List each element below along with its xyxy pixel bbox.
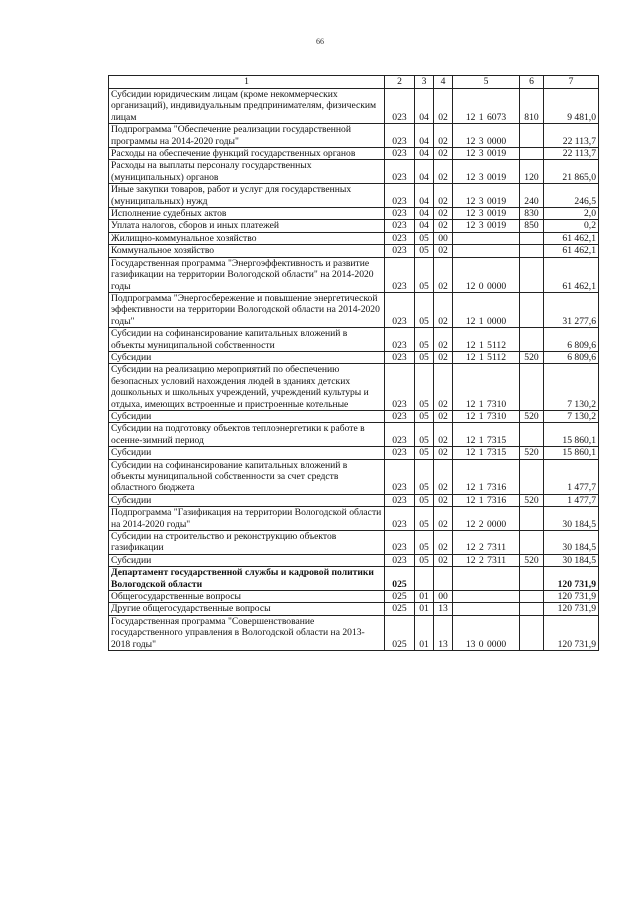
row-code-cell: 023 <box>385 423 415 447</box>
row-code-cell: 023 <box>385 208 415 220</box>
row-name-cell: Коммунальное хозяйство <box>109 245 385 257</box>
row-section-cell: 05 <box>415 423 434 447</box>
row-subsection-cell: 00 <box>434 591 453 603</box>
column-header: 2 <box>385 76 415 89</box>
table-row <box>109 507 599 531</box>
row-name-cell: Подпрограмма "Энергосбережение и повышение энергетической эффективности на территории Вологодской области на 2014-2020 годы" <box>109 292 385 327</box>
table-row <box>109 232 599 244</box>
row-name-cell: Расходы на выплаты персоналу государственных (муниципальных) органов <box>109 160 385 184</box>
row-amount-cell: 246,5 <box>544 184 599 208</box>
row-target-cell <box>453 232 520 244</box>
row-target-cell <box>453 567 520 591</box>
table-row <box>109 531 599 555</box>
row-subsection-cell: 02 <box>434 459 453 494</box>
row-target-cell: 12 2 7311 <box>453 554 520 566</box>
row-subsection-cell: 02 <box>434 554 453 566</box>
page-number: 66 <box>316 37 324 46</box>
row-name-cell: Общегосударственные вопросы <box>109 591 385 603</box>
row-amount-cell: 61 462,1 <box>544 232 599 244</box>
table-row <box>109 364 599 411</box>
budget-table <box>108 75 599 651</box>
row-name-cell: Субсидии <box>109 351 385 363</box>
row-target-cell <box>453 591 520 603</box>
row-name-cell: Субсидии на реализацию мероприятий по обеспечению безопасных условий нахождения людей в зданиях детских дошкольных и школьных учреждений, учреждений культуры и отдыха, имеющих встроенные и пристроенные котельные <box>109 364 385 411</box>
row-kind-cell <box>520 232 544 244</box>
row-kind-cell: 520 <box>520 447 544 459</box>
row-subsection-cell: 02 <box>434 531 453 555</box>
row-subsection-cell: 02 <box>434 328 453 352</box>
table-row <box>109 292 599 327</box>
table-row <box>109 184 599 208</box>
row-kind-cell <box>520 531 544 555</box>
row-name-cell: Департамент государственной службы и кадровой политики Вологодской области <box>109 567 385 591</box>
row-code-cell: 023 <box>385 507 415 531</box>
row-code-cell: 023 <box>385 351 415 363</box>
table-row <box>109 459 599 494</box>
row-kind-cell <box>520 292 544 327</box>
row-kind-cell <box>520 245 544 257</box>
table-row <box>109 423 599 447</box>
row-amount-cell: 9 481,0 <box>544 89 599 124</box>
row-kind-cell <box>520 507 544 531</box>
table-row <box>109 160 599 184</box>
row-amount-cell: 30 184,5 <box>544 554 599 566</box>
row-name-cell: Иные закупки товаров, работ и услуг для государственных (муниципальных) нужд <box>109 184 385 208</box>
row-code-cell: 023 <box>385 124 415 148</box>
row-kind-cell: 120 <box>520 160 544 184</box>
row-code-cell: 025 <box>385 603 415 615</box>
row-name-cell: Государственная программа "Совершенствование государственного управления в Вологодской области на 2013-2018 годы" <box>109 615 385 650</box>
row-code-cell: 023 <box>385 364 415 411</box>
row-code-cell: 023 <box>385 232 415 244</box>
row-code-cell: 023 <box>385 220 415 232</box>
row-code-cell: 025 <box>385 591 415 603</box>
row-subsection-cell: 02 <box>434 364 453 411</box>
table-row <box>109 245 599 257</box>
row-name-cell: Подпрограмма "Обеспечение реализации государственной программы на 2014-2020 годы" <box>109 124 385 148</box>
row-target-cell: 12 1 6073 <box>453 89 520 124</box>
row-section-cell: 04 <box>415 124 434 148</box>
row-target-cell: 12 1 7316 <box>453 459 520 494</box>
row-kind-cell <box>520 364 544 411</box>
row-kind-cell <box>520 328 544 352</box>
row-section-cell: 05 <box>415 292 434 327</box>
row-section-cell: 04 <box>415 160 434 184</box>
table-row <box>109 494 599 506</box>
table-row <box>109 554 599 566</box>
table-row <box>109 591 599 603</box>
row-subsection-cell: 02 <box>434 351 453 363</box>
row-amount-cell: 1 477,7 <box>544 459 599 494</box>
table-row <box>109 220 599 232</box>
row-amount-cell: 120 731,9 <box>544 603 599 615</box>
row-code-cell: 023 <box>385 148 415 160</box>
row-name-cell: Субсидии на софинансирование капитальных вложений в объекты муниципальной собственности за счет средств областного бюджета <box>109 459 385 494</box>
row-kind-cell <box>520 603 544 615</box>
row-subsection-cell: 02 <box>434 148 453 160</box>
row-target-cell: 12 1 5112 <box>453 328 520 352</box>
row-amount-cell: 22 113,7 <box>544 124 599 148</box>
column-header: 4 <box>434 76 453 89</box>
column-header: 3 <box>415 76 434 89</box>
row-code-cell: 023 <box>385 494 415 506</box>
row-amount-cell: 61 462,1 <box>544 245 599 257</box>
table-row <box>109 328 599 352</box>
row-code-cell: 025 <box>385 567 415 591</box>
row-target-cell <box>453 245 520 257</box>
row-section-cell: 04 <box>415 220 434 232</box>
row-kind-cell: 520 <box>520 351 544 363</box>
column-header: 7 <box>544 76 599 89</box>
table-row <box>109 351 599 363</box>
row-subsection-cell: 02 <box>434 507 453 531</box>
row-code-cell: 023 <box>385 531 415 555</box>
row-section-cell: 04 <box>415 208 434 220</box>
row-name-cell: Субсидии на подготовку объектов теплоэнергетики к работе в осенне-зимний период <box>109 423 385 447</box>
row-code-cell: 023 <box>385 410 415 422</box>
row-subsection-cell: 02 <box>434 245 453 257</box>
row-target-cell: 12 3 0019 <box>453 208 520 220</box>
row-code-cell: 023 <box>385 257 415 292</box>
row-name-cell: Жилищно-коммунальное хозяйство <box>109 232 385 244</box>
column-header: 5 <box>453 76 520 89</box>
row-section-cell: 05 <box>415 328 434 352</box>
row-section-cell: 05 <box>415 459 434 494</box>
row-kind-cell: 520 <box>520 410 544 422</box>
row-section-cell: 01 <box>415 615 434 650</box>
row-subsection-cell: 02 <box>434 292 453 327</box>
row-amount-cell: 22 113,7 <box>544 148 599 160</box>
row-subsection-cell: 02 <box>434 89 453 124</box>
row-name-cell: Уплата налогов, сборов и иных платежей <box>109 220 385 232</box>
row-amount-cell: 7 130,2 <box>544 364 599 411</box>
table-row <box>109 208 599 220</box>
row-subsection-cell: 02 <box>434 447 453 459</box>
row-name-cell: Государственная программа "Энергоэффективность и развитие газификации на территории Вологодской области" на 2014-2020 годы <box>109 257 385 292</box>
row-subsection-cell: 02 <box>434 160 453 184</box>
row-subsection-cell: 02 <box>434 257 453 292</box>
row-section-cell: 05 <box>415 351 434 363</box>
row-code-cell: 023 <box>385 160 415 184</box>
row-subsection-cell: 02 <box>434 208 453 220</box>
row-section-cell: 04 <box>415 148 434 160</box>
table-row <box>109 257 599 292</box>
row-amount-cell: 2,0 <box>544 208 599 220</box>
row-section-cell: 04 <box>415 184 434 208</box>
row-kind-cell: 850 <box>520 220 544 232</box>
row-section-cell: 05 <box>415 507 434 531</box>
table-body <box>109 76 599 651</box>
row-kind-cell <box>520 124 544 148</box>
row-section-cell: 05 <box>415 494 434 506</box>
row-section-cell <box>415 567 434 591</box>
row-target-cell: 12 3 0019 <box>453 160 520 184</box>
row-amount-cell: 1 477,7 <box>544 494 599 506</box>
table-row <box>109 410 599 422</box>
row-target-cell: 12 1 7316 <box>453 494 520 506</box>
row-section-cell: 04 <box>415 89 434 124</box>
row-target-cell: 12 3 0019 <box>453 148 520 160</box>
row-amount-cell: 6 809,6 <box>544 328 599 352</box>
row-amount-cell: 15 860,1 <box>544 447 599 459</box>
row-subsection-cell: 13 <box>434 615 453 650</box>
table-row <box>109 567 599 591</box>
row-section-cell: 05 <box>415 364 434 411</box>
row-amount-cell: 120 731,9 <box>544 567 599 591</box>
table-row <box>109 447 599 459</box>
row-amount-cell: 120 731,9 <box>544 591 599 603</box>
table-row <box>109 603 599 615</box>
row-section-cell: 05 <box>415 554 434 566</box>
row-amount-cell: 6 809,6 <box>544 351 599 363</box>
row-target-cell: 12 1 7310 <box>453 364 520 411</box>
row-name-cell: Субсидии на софинансирование капитальных вложений в объекты муниципальной собственности <box>109 328 385 352</box>
row-target-cell: 12 1 7310 <box>453 410 520 422</box>
row-amount-cell: 30 184,5 <box>544 531 599 555</box>
row-target-cell: 12 0 0000 <box>453 257 520 292</box>
row-target-cell: 12 3 0019 <box>453 184 520 208</box>
row-target-cell: 12 2 7311 <box>453 531 520 555</box>
row-name-cell: Другие общегосударственные вопросы <box>109 603 385 615</box>
table-row <box>109 124 599 148</box>
row-section-cell: 05 <box>415 245 434 257</box>
row-subsection-cell: 02 <box>434 423 453 447</box>
row-code-cell: 023 <box>385 459 415 494</box>
row-code-cell: 023 <box>385 328 415 352</box>
row-kind-cell <box>520 615 544 650</box>
table-row <box>109 148 599 160</box>
table-row <box>109 89 599 124</box>
row-amount-cell: 7 130,2 <box>544 410 599 422</box>
row-name-cell: Подпрограмма "Газификация на территории Вологодской области на 2014-2020 годы" <box>109 507 385 531</box>
row-kind-cell <box>520 148 544 160</box>
row-target-cell: 12 1 5112 <box>453 351 520 363</box>
row-subsection-cell: 02 <box>434 220 453 232</box>
row-subsection-cell <box>434 567 453 591</box>
row-code-cell: 023 <box>385 447 415 459</box>
row-target-cell: 12 2 0000 <box>453 507 520 531</box>
row-name-cell: Исполнение судебных актов <box>109 208 385 220</box>
table-row <box>109 615 599 650</box>
row-amount-cell: 61 462,1 <box>544 257 599 292</box>
column-header: 6 <box>520 76 544 89</box>
row-kind-cell <box>520 257 544 292</box>
row-subsection-cell: 02 <box>434 184 453 208</box>
row-kind-cell: 520 <box>520 554 544 566</box>
row-code-cell: 025 <box>385 615 415 650</box>
row-target-cell: 12 1 0000 <box>453 292 520 327</box>
row-subsection-cell: 00 <box>434 232 453 244</box>
row-name-cell: Субсидии <box>109 447 385 459</box>
row-target-cell: 12 3 0000 <box>453 124 520 148</box>
row-kind-cell <box>520 423 544 447</box>
row-amount-cell: 31 277,6 <box>544 292 599 327</box>
row-amount-cell: 30 184,5 <box>544 507 599 531</box>
row-amount-cell: 0,2 <box>544 220 599 232</box>
row-section-cell: 01 <box>415 603 434 615</box>
row-code-cell: 023 <box>385 554 415 566</box>
row-kind-cell <box>520 591 544 603</box>
row-section-cell: 05 <box>415 531 434 555</box>
row-code-cell: 023 <box>385 89 415 124</box>
row-kind-cell <box>520 459 544 494</box>
table-header-row <box>109 76 599 89</box>
row-section-cell: 05 <box>415 410 434 422</box>
row-section-cell: 05 <box>415 232 434 244</box>
row-target-cell <box>453 603 520 615</box>
row-target-cell: 13 0 0000 <box>453 615 520 650</box>
row-amount-cell: 120 731,9 <box>544 615 599 650</box>
row-target-cell: 12 1 7315 <box>453 423 520 447</box>
row-name-cell: Субсидии юридическим лицам (кроме некоммерческих организаций), индивидуальным предпринимателям, физическим лицам <box>109 89 385 124</box>
row-amount-cell: 15 860,1 <box>544 423 599 447</box>
row-kind-cell <box>520 567 544 591</box>
row-name-cell: Субсидии <box>109 494 385 506</box>
row-subsection-cell: 02 <box>434 494 453 506</box>
row-code-cell: 023 <box>385 292 415 327</box>
row-kind-cell: 810 <box>520 89 544 124</box>
row-name-cell: Субсидии на строительство и реконструкцию объектов газификации <box>109 531 385 555</box>
row-subsection-cell: 13 <box>434 603 453 615</box>
row-section-cell: 05 <box>415 447 434 459</box>
row-section-cell: 05 <box>415 257 434 292</box>
row-code-cell: 023 <box>385 245 415 257</box>
row-section-cell: 01 <box>415 591 434 603</box>
row-subsection-cell: 02 <box>434 410 453 422</box>
row-name-cell: Субсидии <box>109 410 385 422</box>
row-subsection-cell: 02 <box>434 124 453 148</box>
row-name-cell: Субсидии <box>109 554 385 566</box>
row-target-cell: 12 1 7315 <box>453 447 520 459</box>
column-header: 1 <box>109 76 385 89</box>
row-target-cell: 12 3 0019 <box>453 220 520 232</box>
row-code-cell: 023 <box>385 184 415 208</box>
row-name-cell: Расходы на обеспечение функций государственных органов <box>109 148 385 160</box>
row-amount-cell: 21 865,0 <box>544 160 599 184</box>
row-kind-cell: 830 <box>520 208 544 220</box>
row-kind-cell: 240 <box>520 184 544 208</box>
row-kind-cell: 520 <box>520 494 544 506</box>
